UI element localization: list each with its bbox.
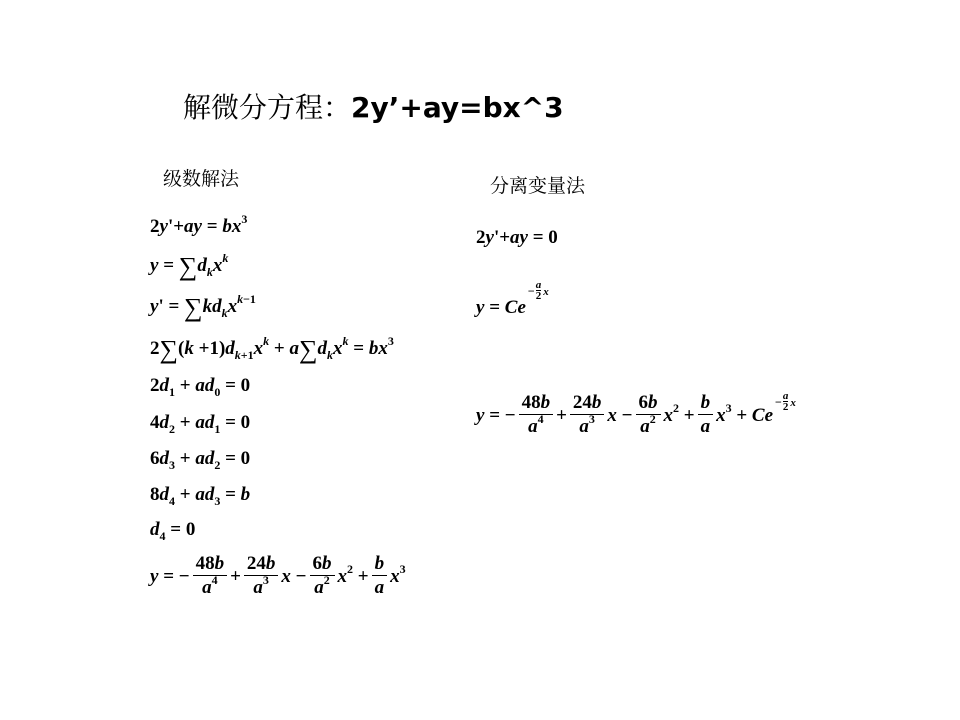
title-prefix: 解微分方程： [183,91,352,124]
title-equation: 2y’+ay=bx^3 [351,91,564,124]
left-heading: 级数解法 [163,168,240,190]
right-heading: 分离变量法 [490,175,586,197]
left-line-5: $2d_1 + ad_0 = 0$ [150,375,251,399]
right-line-1: 2y'+ay = 0 [476,227,558,248]
left-line-9: $d_4 = 0$ [150,519,196,543]
left-line-7: $6d_3 + ad_2 = 0$ [150,448,251,472]
left-line-3: $y' = \sum kd_kx^{k-1}$ [150,292,256,322]
left-line-2: $y = \sum d_kx^k$ [150,251,229,281]
page-title [183,88,564,128]
right-line-3: y = − $\frac{48b}{a^4}$ + $\frac{24b}{a^3}$ x − $\frac{6b}{a^2}$ $x^2$ + $\frac{b}{a}$ $x^3 + Ce-$ $\frac{a}{2}$ x [476,390,796,438]
right-line-2: y = Ce− $\frac{a}{2}$ x [476,279,549,318]
left-line-6: $4d_2 + ad_1 = 0$ [150,412,251,436]
left-line-10: y = − $\frac{48b}{a^4}$ + $\frac{24b}{a^3}$ x − $\frac{6b}{a^2}$ $x^2$ + $\frac{b}{a}$ $x^3$ [150,553,406,598]
left-line-4: $2\sum(k +1)d_{k+1}x^k + a\sum d_kx^k = bx^3$ [150,334,394,364]
left-line-1: $2y'+ay = bx^3$ [150,212,248,237]
left-line-8: $8d_4 + ad_3 = b$ [150,484,251,508]
